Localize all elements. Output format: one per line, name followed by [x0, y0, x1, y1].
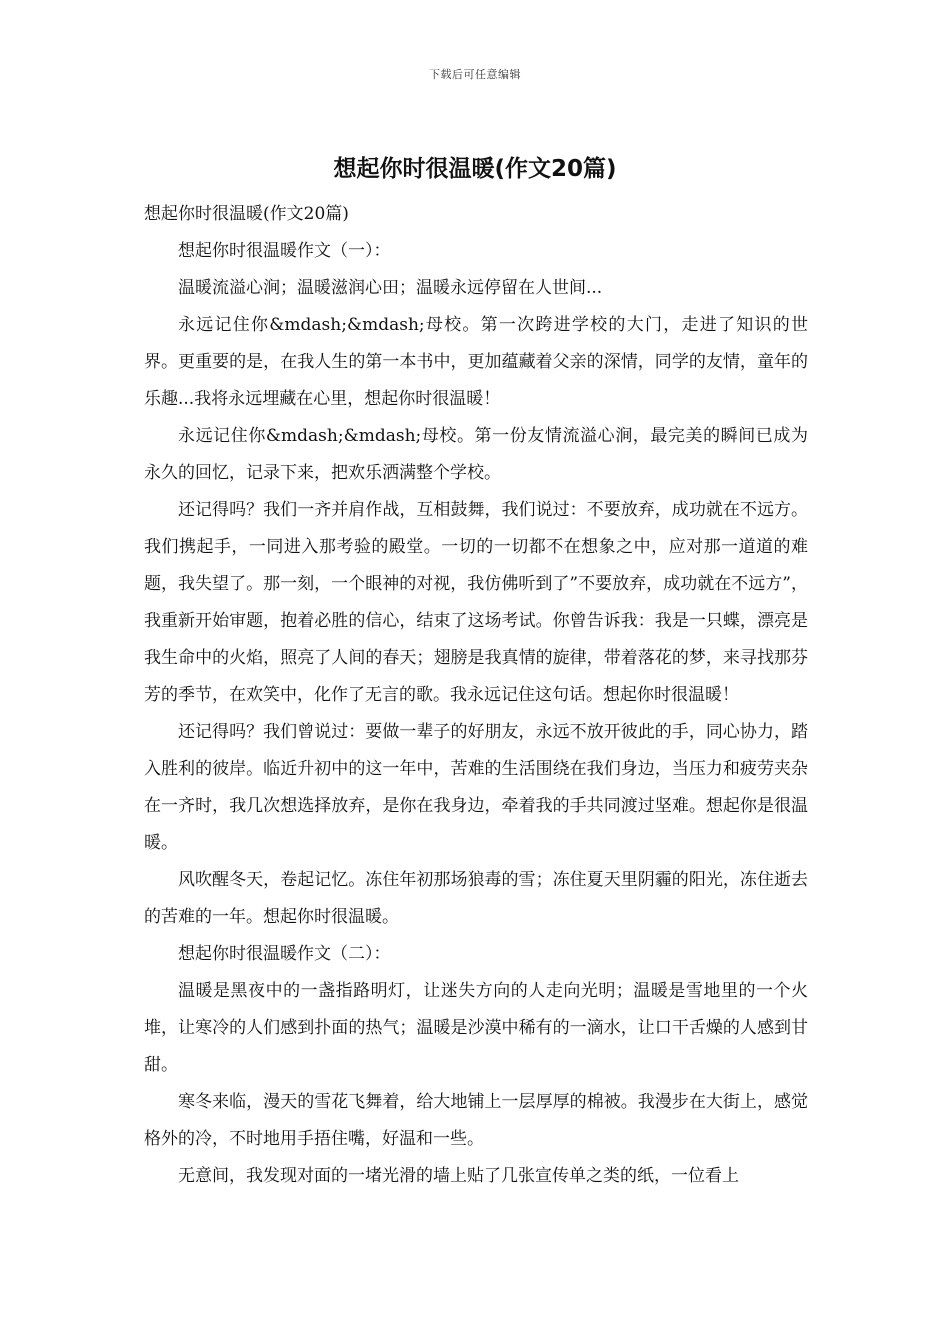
paragraph: 寒冬来临，漫天的雪花飞舞着，给大地铺上一层厚厚的棉被。我漫步在大街上，感觉格外的冷，不时地用手捂住嘴，好温和一些。 [144, 1092, 808, 1149]
document-subtitle: 想起你时很温暖(作文20篇) [144, 204, 349, 224]
paragraph: 还记得吗？我们一齐并肩作战，互相鼓舞，我们说过：不要放弃，成功就在不远方。我们携起手，一同进入那考验的殿堂。一切的一切都不在想象之中，应对那一道道的难题，我失望了。那一刻，一个眼神的对视，我仿佛听到了”不要放弃，成功就在不远方”，我重新开始审题，抱着必胜的信心，结束了这场考试。你曾告诉我：我是一只蝶，漂亮是我生命中的火焰，照亮了人间的春天；翅膀是我真情的旋律，带着落花的梦，来寻找那芬芳的季节，在欢笑中，化作了无言的歌。我永远记住这句话。想起你时很温暖！ [144, 500, 808, 705]
paragraph: 无意间，我发现对面的一堵光滑的墙上贴了几张宣传单之类的纸，一位看上 [178, 1166, 739, 1186]
paragraph: 风吹醒冬天，卷起记忆。冻住年初那场狼毒的雪；冻住夏天里阴霾的阳光，冻住逝去的苦难的一年。想起你时很温暖。 [144, 870, 808, 927]
paragraph: 温暖是黑夜中的一盏指路明灯，让迷失方向的人走向光明；温暖是雪地里的一个火堆，让寒冷的人们感到扑面的热气；温暖是沙漠中稀有的一滴水，让口干舌燥的人感到甘甜。 [144, 981, 808, 1075]
document-body [144, 196, 808, 1195]
essay-2-heading: 想起你时很温暖作文（二）： [178, 944, 391, 964]
paragraph: 永远记住你&mdash;&mdash;母校。第一次跨进学校的大门，走进了知识的世界。更重要的是，在我人生的第一本书中，更加蕴藏着父亲的深情，同学的友情，童年的乐趣...我将永远埋藏在心里，想起你时很温暖！ [144, 315, 808, 409]
paragraph: 永远记住你&mdash;&mdash;母校。第一份友情流溢心涧，最完美的瞬间已成为永久的回忆，记录下来，把欢乐洒满整个学校。 [144, 426, 808, 483]
document-title: 想起你时很温暖(作文20篇) [333, 156, 617, 182]
paragraph: 温暖流溢心涧；温暖滋润心田；温暖永远停留在人世间... [178, 278, 603, 298]
header-note: 下载后可任意编辑 [429, 68, 521, 81]
paragraph: 还记得吗？我们曾说过：要做一辈子的好朋友，永远不放开彼此的手，同心协力，踏入胜利的彼岸。临近升初中的这一年中，苦难的生活围绕在我们身边，当压力和疲劳夹杂在一齐时，我几次想选择放弃，是你在我身边，牵着我的手共同渡过坚难。想起你是很温暖。 [144, 722, 808, 853]
essay-1-heading: 想起你时很温暖作文（一）： [178, 241, 391, 261]
